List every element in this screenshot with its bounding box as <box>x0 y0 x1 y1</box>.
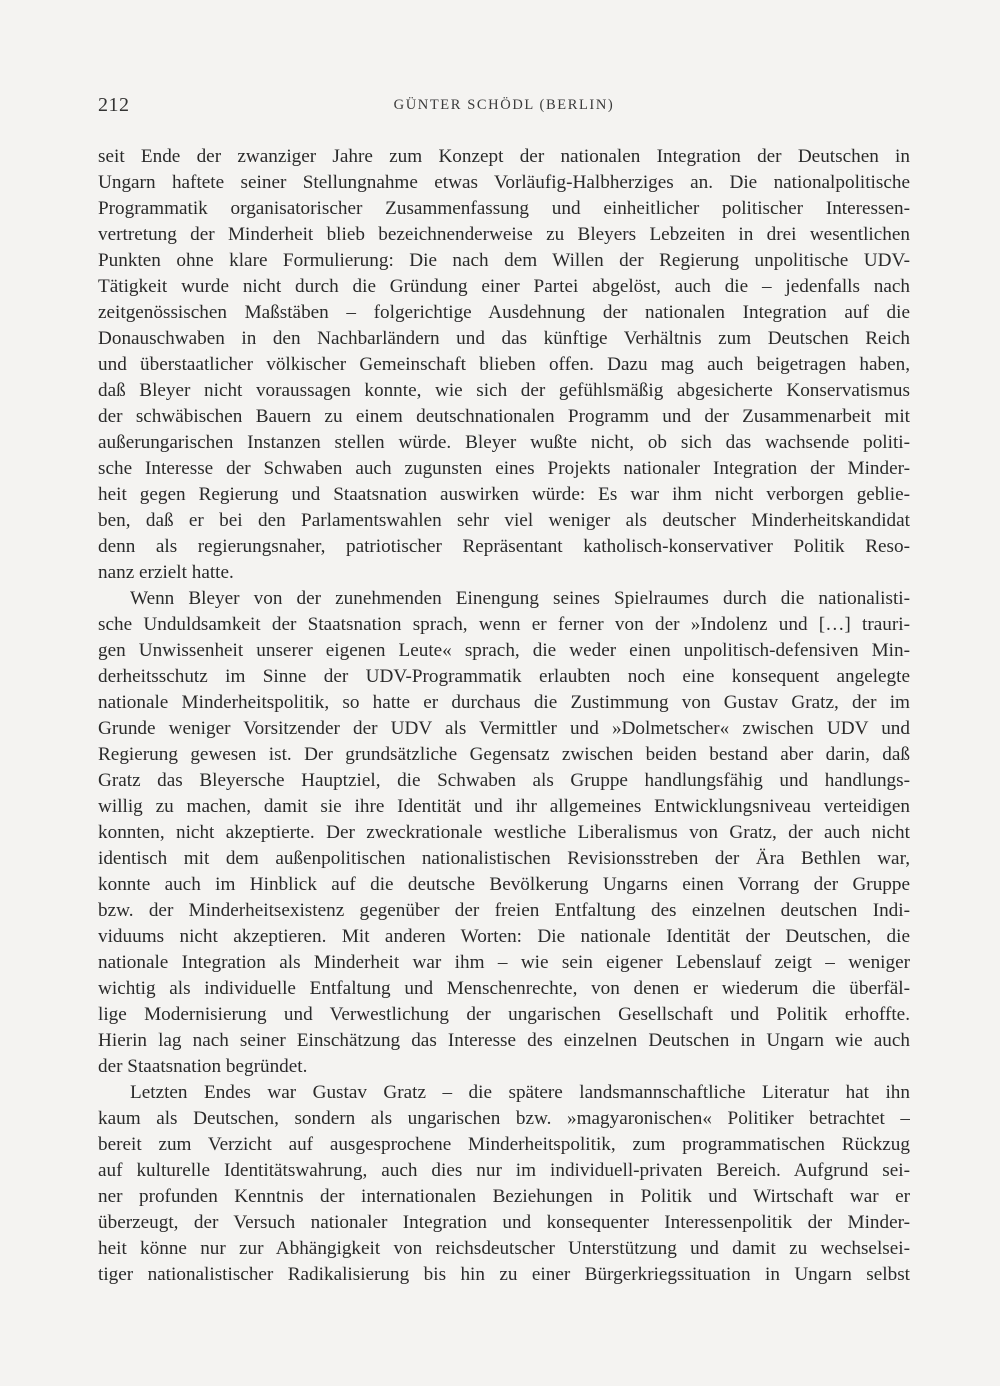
text-line: der Staatsnation begründet. <box>98 1056 308 1077</box>
page-header <box>98 94 910 122</box>
text-line: und überstaatlicher völkischer Gemeinschaft blieben offen. Dazu mag auch beigetragen haben, <box>98 354 910 375</box>
text-line: willig zu machen, damit sie ihre Identität und ihr allgemeines Entwicklungsniveau verteidigen <box>98 796 910 817</box>
text-line: konnten, nicht akzeptierte. Der zweckrationale westliche Liberalismus von Gratz, der auch nicht <box>98 822 910 843</box>
text-line: sche Unduldsamkeit der Staatsnation sprach, wenn er ferner von der »Indolenz und […] trauri- <box>98 614 910 635</box>
paragraph <box>98 144 910 586</box>
text-line: heit könne nur zur Abhängigkeit von reichsdeutscher Unterstützung und damit zu wechselsei- <box>98 1238 910 1259</box>
text-line: Letzten Endes war Gustav Gratz – die spätere landsmannschaftliche Literatur hat ihn <box>130 1082 910 1103</box>
text-line: nationale Minderheitspolitik, so hatte er durchaus die Zustimmung von Gustav Gratz, der im <box>98 692 910 713</box>
body-text <box>98 144 910 1288</box>
text-line: konnte auch im Hinblick auf die deutsche Bevölkerung Ungarns einen Vorrang der Gruppe <box>98 874 910 895</box>
text-line: Programmatik organisatorischer Zusammenfassung und einheitlicher politischer Interessen- <box>98 198 910 219</box>
text-line: ner profunden Kenntnis der internationalen Beziehungen in Politik und Wirtschaft war er <box>98 1186 910 1207</box>
text-line: Hierin lag nach seiner Einschätzung das Interesse des einzelnen Deutschen in Ungarn wie auch <box>98 1030 910 1051</box>
text-line: viduums nicht akzeptieren. Mit anderen Worten: Die nationale Identität der Deutschen, die <box>98 926 910 947</box>
text-line: sche Interesse der Schwaben auch zugunsten eines Projekts nationaler Integration der Minder- <box>98 458 910 479</box>
text-line: nanz erzielt hatte. <box>98 562 234 583</box>
paragraph <box>98 586 910 1080</box>
text-line: ben, daß er bei den Parlamentswahlen sehr viel weniger als deutscher Minderheitskandidat <box>98 510 910 531</box>
text-line: bzw. der Minderheitsexistenz gegenüber der freien Entfaltung des einzelnen deutschen Indi- <box>98 900 910 921</box>
text-line: vertretung der Minderheit blieb bezeichnenderweise zu Bleyers Lebzeiten in drei wesentlichen <box>98 224 910 245</box>
text-line: außerungarischen Instanzen stellen würde. Bleyer wußte nicht, ob sich das wachsende politi- <box>98 432 910 453</box>
text-line: nationale Integration als Minderheit war ihm – wie sein eigener Lebenslauf zeigt – weniger <box>98 952 910 973</box>
text-line: lige Modernisierung und Verwestlichung der ungarischen Gesellschaft und Politik erhoffte. <box>98 1004 910 1025</box>
text-line: identisch mit dem außenpolitischen nationalistischen Revisionsstreben der Ära Bethlen war, <box>98 848 910 869</box>
text-line: bereit zum Verzicht auf ausgesprochene Minderheitspolitik, zum programmatischen Rückzug <box>98 1134 910 1155</box>
text-line: Regierung gewesen ist. Der grundsätzliche Gegensatz zwischen beiden bestand aber darin, daß <box>98 744 910 765</box>
text-line: heit gegen Regierung und Staatsnation auswirken würde: Es war ihm nicht verborgen geblie- <box>98 484 910 505</box>
text-line: Donauschwaben in den Nachbarländern und das künftige Verhältnis zum Deutschen Reich <box>98 328 910 349</box>
text-line: auf kulturelle Identitätswahrung, auch dies nur im individuell-privaten Bereich. Aufgrund sei- <box>98 1160 910 1181</box>
text-line: der schwäbischen Bauern zu einem deutschnationalen Programm und der Zusammenarbeit mit <box>98 406 910 427</box>
text-line: denn als regierungsnaher, patriotischer Repräsentant katholisch-konservativer Politik Reso- <box>98 536 910 557</box>
text-line: Punkten ohne klare Formulierung: Die nach dem Willen der Regierung unpolitische UDV- <box>98 250 910 271</box>
text-line: gen Unwissenheit unserer eigenen Leute« sprach, die weder einen unpolitisch-defensiven Min- <box>98 640 910 661</box>
text-line: kaum als Deutschen, sondern als ungarischen bzw. »magyaronischen« Politiker betrachtet – <box>98 1108 910 1129</box>
running-head: GÜNTER SCHÖDL (BERLIN) <box>393 97 615 113</box>
text-line: tiger nationalistischer Radikalisierung bis hin zu einer Bürgerkriegssituation in Ungarn selbst <box>98 1264 910 1285</box>
text-line: wichtig als individuelle Entfaltung und Menschenrechte, von denen er wiederum die überfäl- <box>98 978 910 999</box>
text-line: Grunde weniger Vorsitzender der UDV als Vermittler und »Dolmetscher« zwischen UDV und <box>98 718 910 739</box>
text-line: Ungarn haftete seiner Stellungnahme etwas Vorläufig-Halbherziges an. Die nationalpolitische <box>98 172 910 193</box>
text-line: zeitgenössischen Maßstäben – folgerichtige Ausdehnung der nationalen Integration auf die <box>98 302 910 323</box>
page-number: 212 <box>98 94 130 116</box>
text-line: Tätigkeit wurde nicht durch die Gründung einer Partei abgelöst, auch die – jedenfalls nach <box>98 276 910 297</box>
text-line: überzeugt, der Versuch nationaler Integration und konsequenter Interessenpolitik der Minder- <box>98 1212 910 1233</box>
text-line: Gratz das Bleyersche Hauptziel, die Schwaben als Gruppe handlungsfähig und handlungs- <box>98 770 910 791</box>
paragraph <box>98 1080 910 1288</box>
text-line: seit Ende der zwanziger Jahre zum Konzept der nationalen Integration der Deutschen in <box>98 146 910 167</box>
text-line: daß Bleyer nicht voraussagen konnte, wie sich der gefühlsmäßig abgesicherte Konservatismus <box>98 380 910 401</box>
text-line: Wenn Bleyer von der zunehmenden Einengung seines Spielraumes durch die nationalisti- <box>130 588 910 609</box>
text-line: derheitsschutz im Sinne der UDV-Programmatik erlaubten noch eine konsequent angelegte <box>98 666 910 687</box>
